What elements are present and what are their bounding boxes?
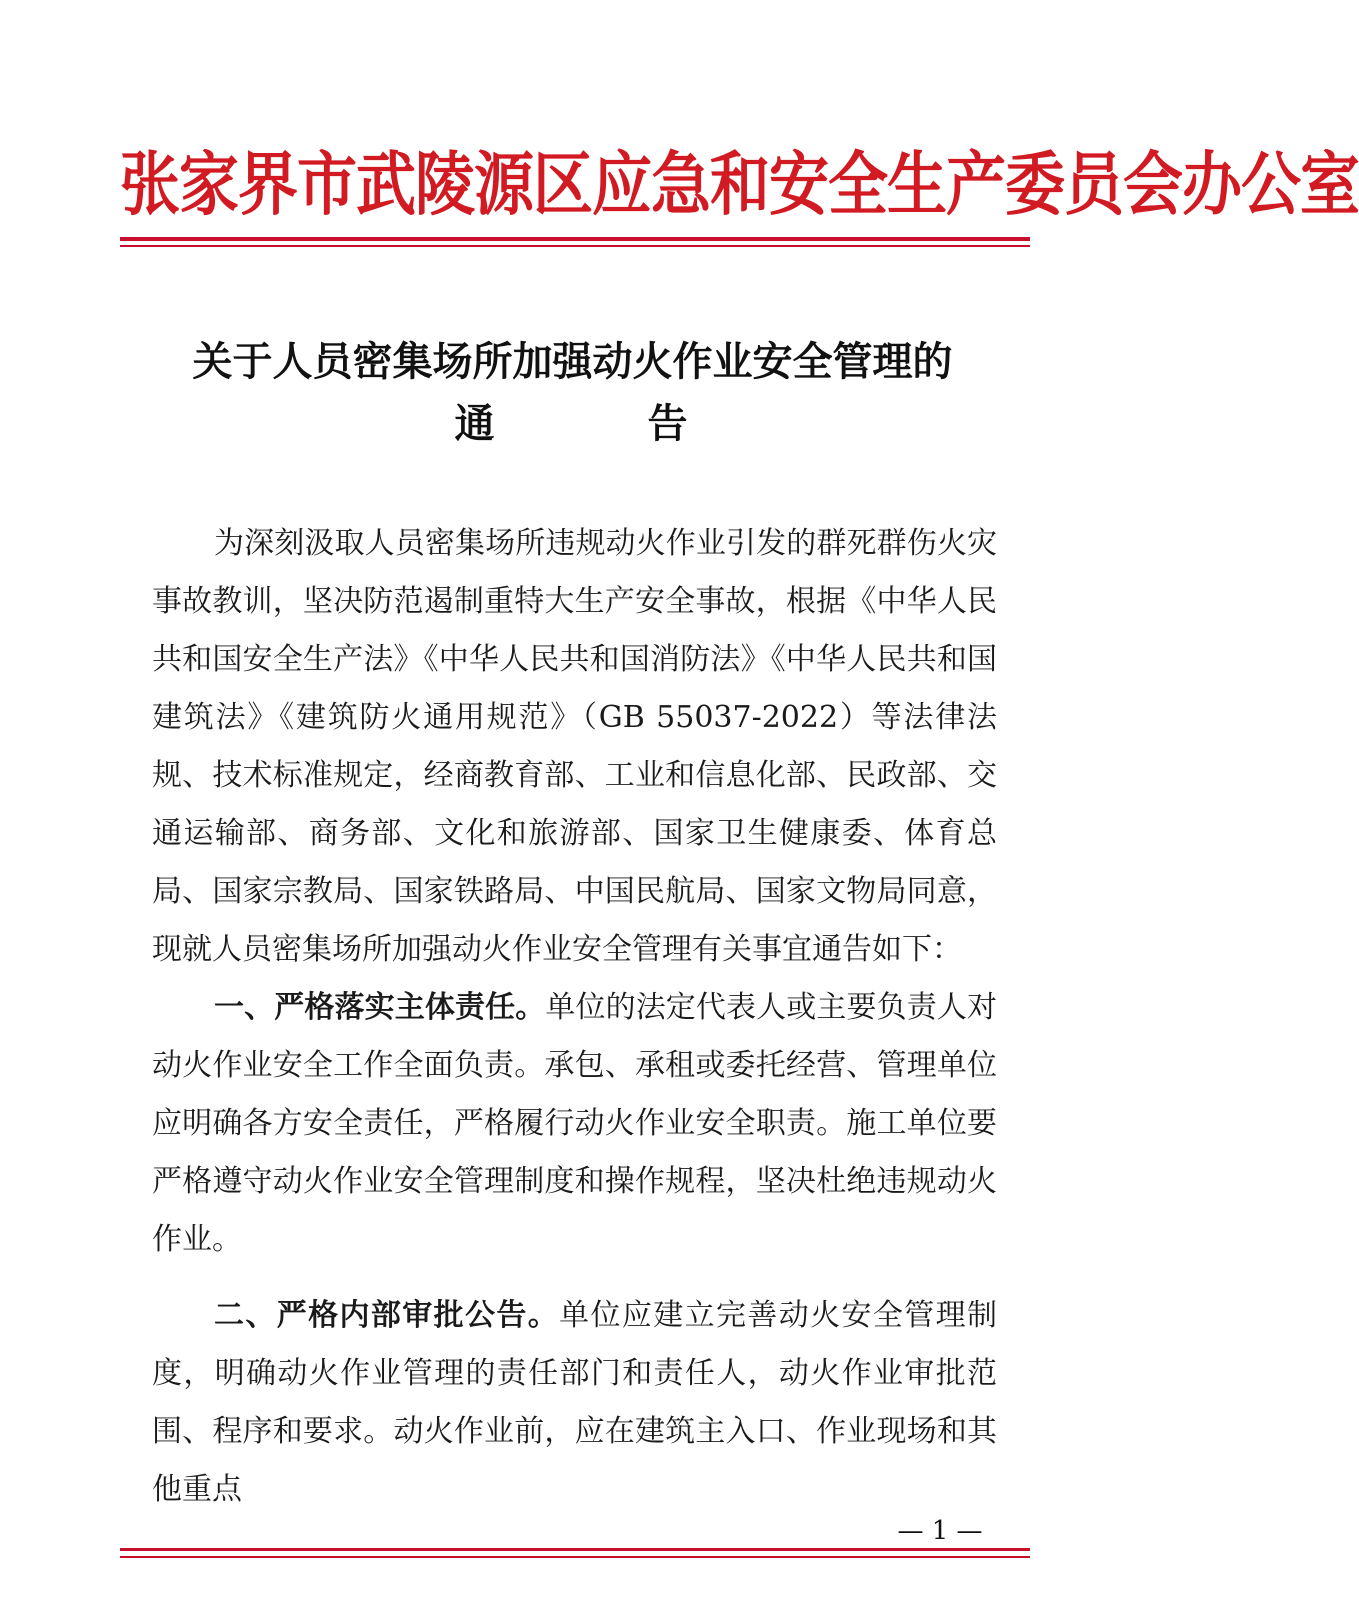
- notice-title-line1: 关于人员密集场所加强动火作业安全管理的: [192, 338, 953, 385]
- notice-body: [152, 515, 997, 1519]
- letterhead-rule-thick: [120, 237, 1030, 241]
- letterhead-rule-thin: [120, 245, 1030, 247]
- section-2-paragraph: [152, 1287, 997, 1519]
- section-2-heading: 二、严格内部审批公告。: [214, 1298, 560, 1333]
- notice-title-char-1: 通: [454, 400, 498, 447]
- footer-rule-thin: [120, 1556, 1030, 1558]
- org-letterhead-title: 张家界市武陵源区应急和安全生产委员会办公室: [120, 144, 1359, 226]
- intro-paragraph: 为深刻汲取人员密集场所违规动火作业引发的群死群伤火灾事故教训，坚决防范遏制重特大生产安全事故，根据《中华人民共和国安全生产法》《中华人民共和国消防法》《中华人民共和国建筑法》《建筑防火通用规范》（GB 55037-2022）等法律法规、技术标准规定，经商教育部、工业和信息化部、民政部、交通运输部、商务部、文化和旅游部、国家卫生健康委、体育总局、国家宗教局、国家铁路局、中国民航局、国家文物局同意，现就人员密集场所加强动火作业安全管理有关事宜通告如下：: [152, 526, 997, 967]
- section-1-paragraph: [152, 979, 997, 1269]
- section-1-text: 单位的法定代表人或主要负责人对动火作业安全工作全面负责。承包、承租或委托经营、管理单位应明确各方安全责任，严格履行动火作业安全职责。施工单位要严格遵守动火作业安全管理制度和操作规程，坚决杜绝违规动火作业。: [152, 990, 998, 1257]
- notice-title-line2: [100, 396, 1045, 452]
- footer-rule-thick: [120, 1548, 1030, 1551]
- section-1-heading: 一、严格落实主体责任。: [214, 990, 546, 1025]
- section-2-text: 单位应建立完善动火安全管理制度，明确动火作业管理的责任部门和责任人，动火作业审批范围、程序和要求。动火作业前，应在建筑主入口、作业现场和其他重点: [152, 1298, 997, 1507]
- notice-title-char-2: 告: [647, 400, 691, 447]
- page-number: — 1 —: [897, 1516, 983, 1546]
